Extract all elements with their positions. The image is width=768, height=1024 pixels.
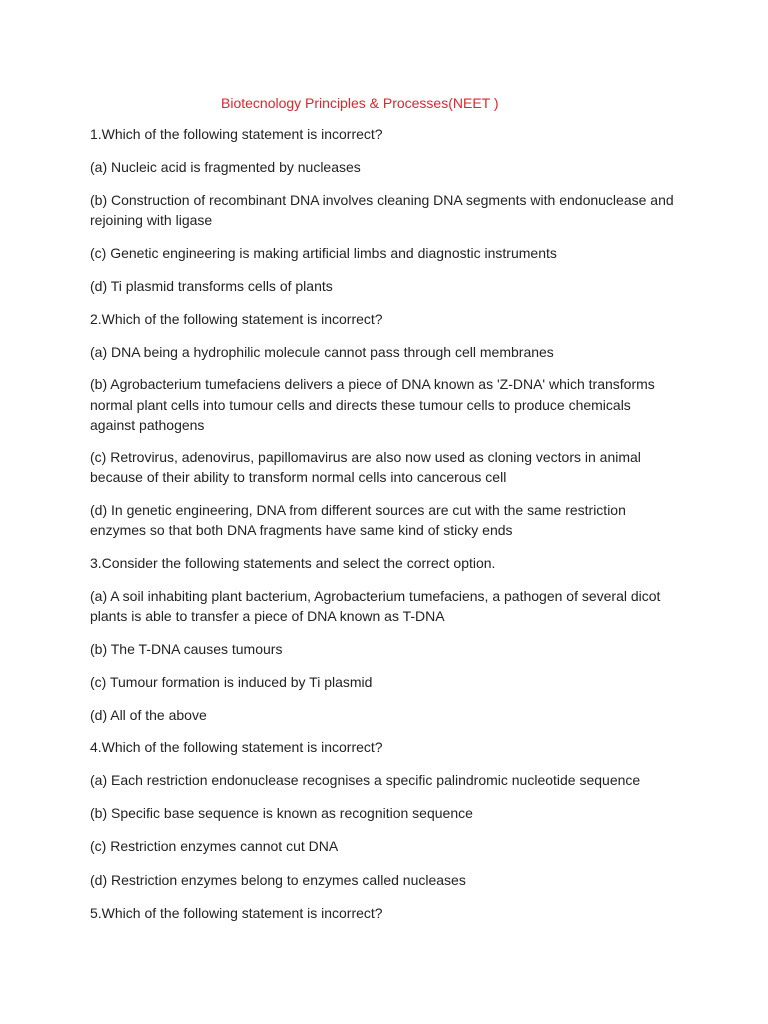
question-2-option-c-line-1: (c) Retrovirus, adenovirus, papillomavirus are also now used as cloning vectors in animal xyxy=(90,449,641,465)
question-4-option-c: (c) Restriction enzymes cannot cut DNA xyxy=(90,838,339,854)
question-5-text: 5.Which of the following statement is incorrect? xyxy=(90,905,383,921)
question-4-option-a: (a) Each restriction endonuclease recognises a specific palindromic nucleotide sequence xyxy=(90,772,641,788)
question-2-text: 2.Which of the following statement is incorrect? xyxy=(90,311,383,327)
question-3-option-b: (b) The T-DNA causes tumours xyxy=(90,641,283,657)
question-1-text: 1.Which of the following statement is incorrect? xyxy=(90,126,383,142)
question-2-option-c-line-2: because of their ability to transform normal cells into cancerous cell xyxy=(90,469,507,485)
question-3-text: 3.Consider the following statements and select the correct option. xyxy=(90,555,496,571)
question-1-option-c: (c) Genetic engineering is making artificial limbs and diagnostic instruments xyxy=(90,245,557,261)
question-4-option-d: (d) Restriction enzymes belong to enzymes called nucleases xyxy=(90,872,466,888)
question-3-option-a-line-2: plants is able to transfer a piece of DNA known as T-DNA xyxy=(90,608,445,624)
question-1-option-b-line-1: (b) Construction of recombinant DNA involves cleaning DNA segments with endonuclease and xyxy=(90,192,674,208)
question-3-option-a-line-1: (a) A soil inhabiting plant bacterium, Agrobacterium tumefaciens, a pathogen of several dicot xyxy=(90,588,661,604)
question-3-option-c: (c) Tumour formation is induced by Ti plasmid xyxy=(90,674,373,690)
document-title: Biotecnology Principles & Processes(NEET ) xyxy=(221,95,499,111)
question-2-option-d-line-1: (d) In genetic engineering, DNA from different sources are cut with the same restriction xyxy=(90,502,626,518)
question-2-option-b-line-3: against pathogens xyxy=(90,417,205,433)
question-1-option-d: (d) Ti plasmid transforms cells of plants xyxy=(90,278,333,294)
question-3-option-d: (d) All of the above xyxy=(90,707,207,723)
question-1-option-a: (a) Nucleic acid is fragmented by nucleases xyxy=(90,159,361,175)
question-2-option-a: (a) DNA being a hydrophilic molecule cannot pass through cell membranes xyxy=(90,344,554,360)
question-2-option-b-line-2: normal plant cells into tumour cells and directs these tumour cells to produce chemicals xyxy=(90,397,631,413)
question-1-option-b-line-2: rejoining with ligase xyxy=(90,212,213,228)
question-2-option-d-line-2: enzymes so that both DNA fragments have same kind of sticky ends xyxy=(90,522,513,538)
question-2-option-b-line-1: (b) Agrobacterium tumefaciens delivers a piece of DNA known as 'Z-DNA' which transforms xyxy=(90,376,655,392)
question-4-option-b: (b) Specific base sequence is known as recognition sequence xyxy=(90,805,473,821)
question-4-text: 4.Which of the following statement is incorrect? xyxy=(90,739,383,755)
